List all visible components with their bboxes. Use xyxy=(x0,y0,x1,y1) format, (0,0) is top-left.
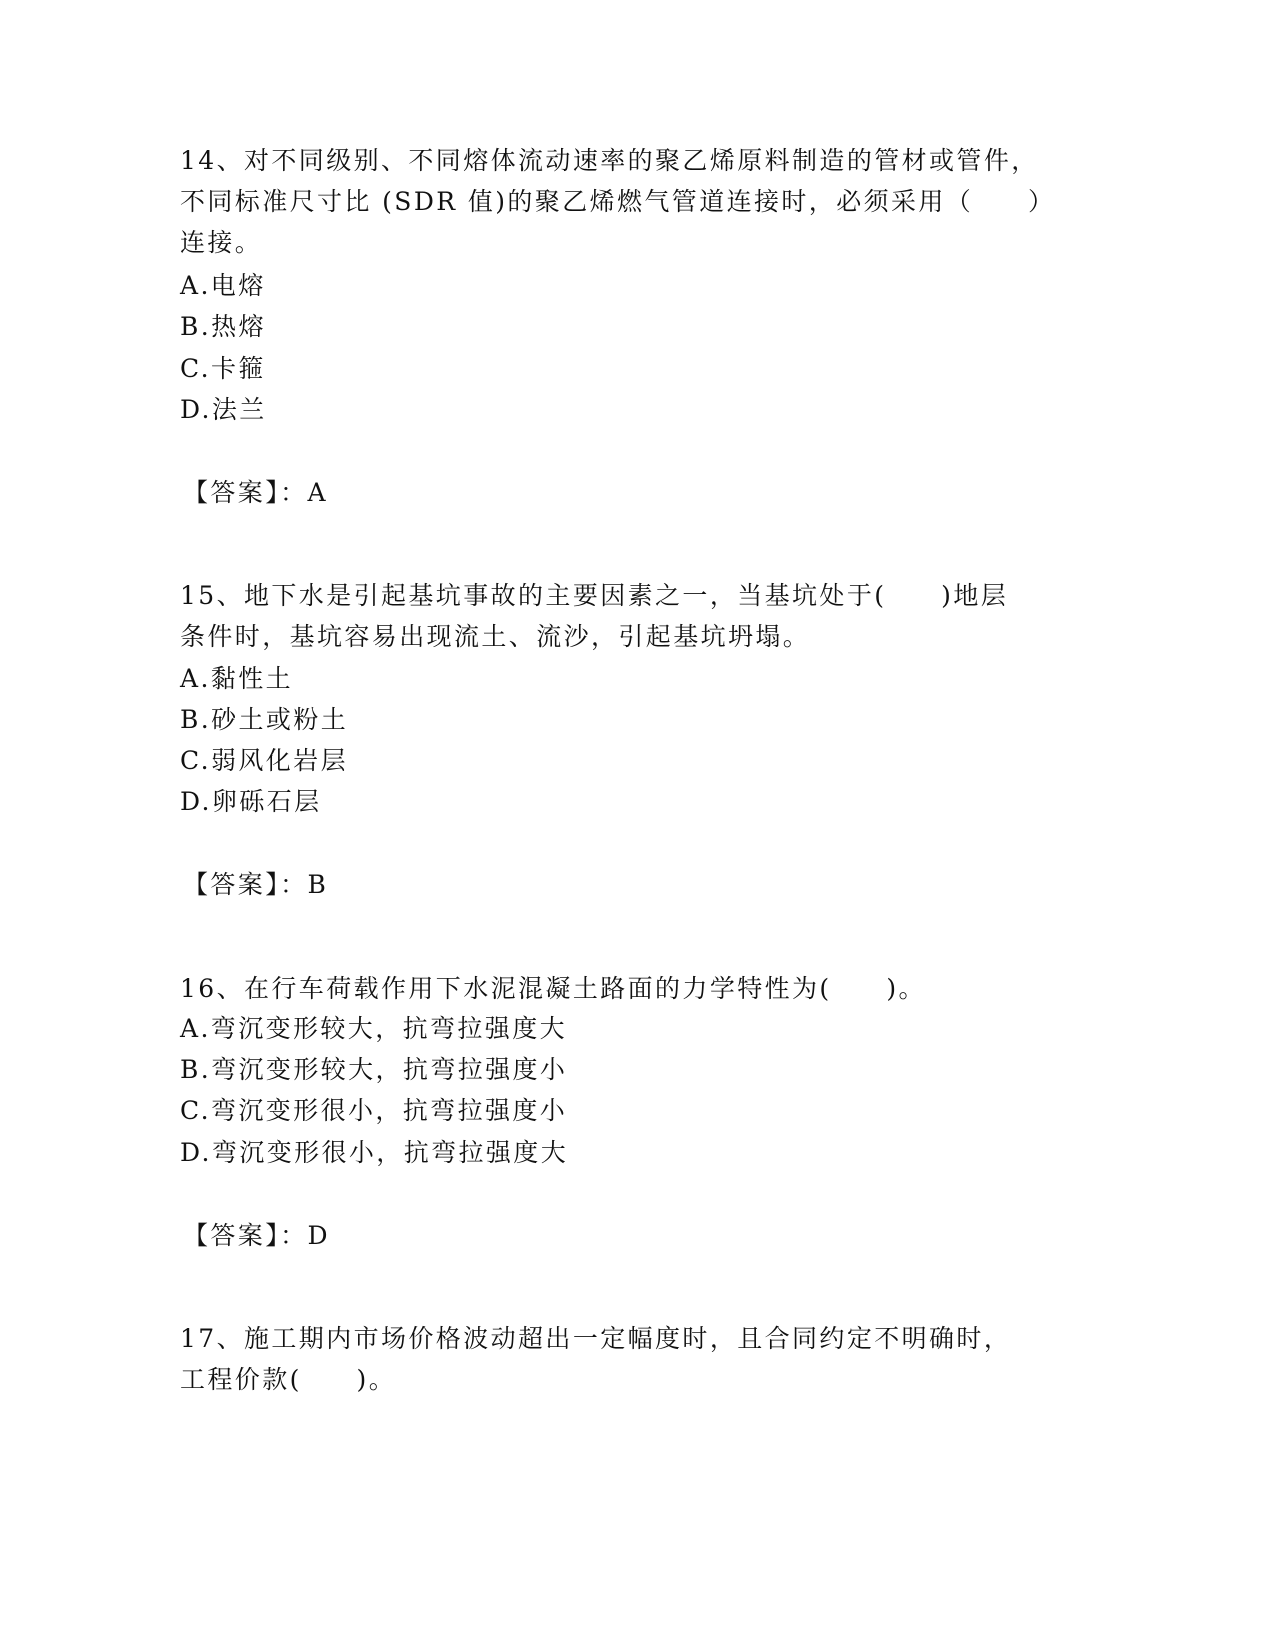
option-a: A.弯沉变形较大，抗弯拉强度大 xyxy=(180,1014,568,1043)
answer-label: 【答案】：B xyxy=(183,870,329,899)
question-stem-line: 15、地下水是引起基坑事故的主要因素之一，当基坑处于( )地层 xyxy=(180,581,1009,610)
question-stem-line: 16、在行车荷载作用下水泥混凝土路面的力学特性为( )。 xyxy=(180,974,926,1003)
option-d: D.卵砾石层 xyxy=(180,787,322,816)
option-b: B.砂土或粉土 xyxy=(180,705,349,734)
option-c: C.卡箍 xyxy=(180,354,266,383)
option-b: B.热熔 xyxy=(180,312,266,341)
question-stem-line: 不同标准尺寸比 (SDR 值)的聚乙烯燃气管道连接时，必须采用（ ） xyxy=(180,187,1056,216)
option-d: D.弯沉变形很小，抗弯拉强度大 xyxy=(180,1138,569,1167)
question-stem-line: 条件时，基坑容易出现流土、流沙，引起基坑坍塌。 xyxy=(180,622,811,651)
option-a: A.电熔 xyxy=(180,271,266,300)
answer-label: 【答案】：A xyxy=(183,478,328,507)
option-a: A.黏性土 xyxy=(180,664,294,693)
option-c: C.弯沉变形很小，抗弯拉强度小 xyxy=(180,1096,568,1125)
question-stem-line: 17、施工期内市场价格波动超出一定幅度时，且合同约定不明确时， xyxy=(180,1324,1012,1353)
option-c: C.弱风化岩层 xyxy=(180,746,348,775)
question-stem-line: 工程价款( )。 xyxy=(180,1365,397,1394)
option-b: B.弯沉变形较大，抗弯拉强度小 xyxy=(180,1055,568,1084)
question-stem-line: 14、对不同级别、不同熔体流动速率的聚乙烯原料制造的管材或管件， xyxy=(180,146,1039,175)
option-d: D.法兰 xyxy=(180,395,267,424)
question-stem-line: 连接。 xyxy=(180,228,263,257)
answer-label: 【答案】：D xyxy=(183,1221,330,1250)
